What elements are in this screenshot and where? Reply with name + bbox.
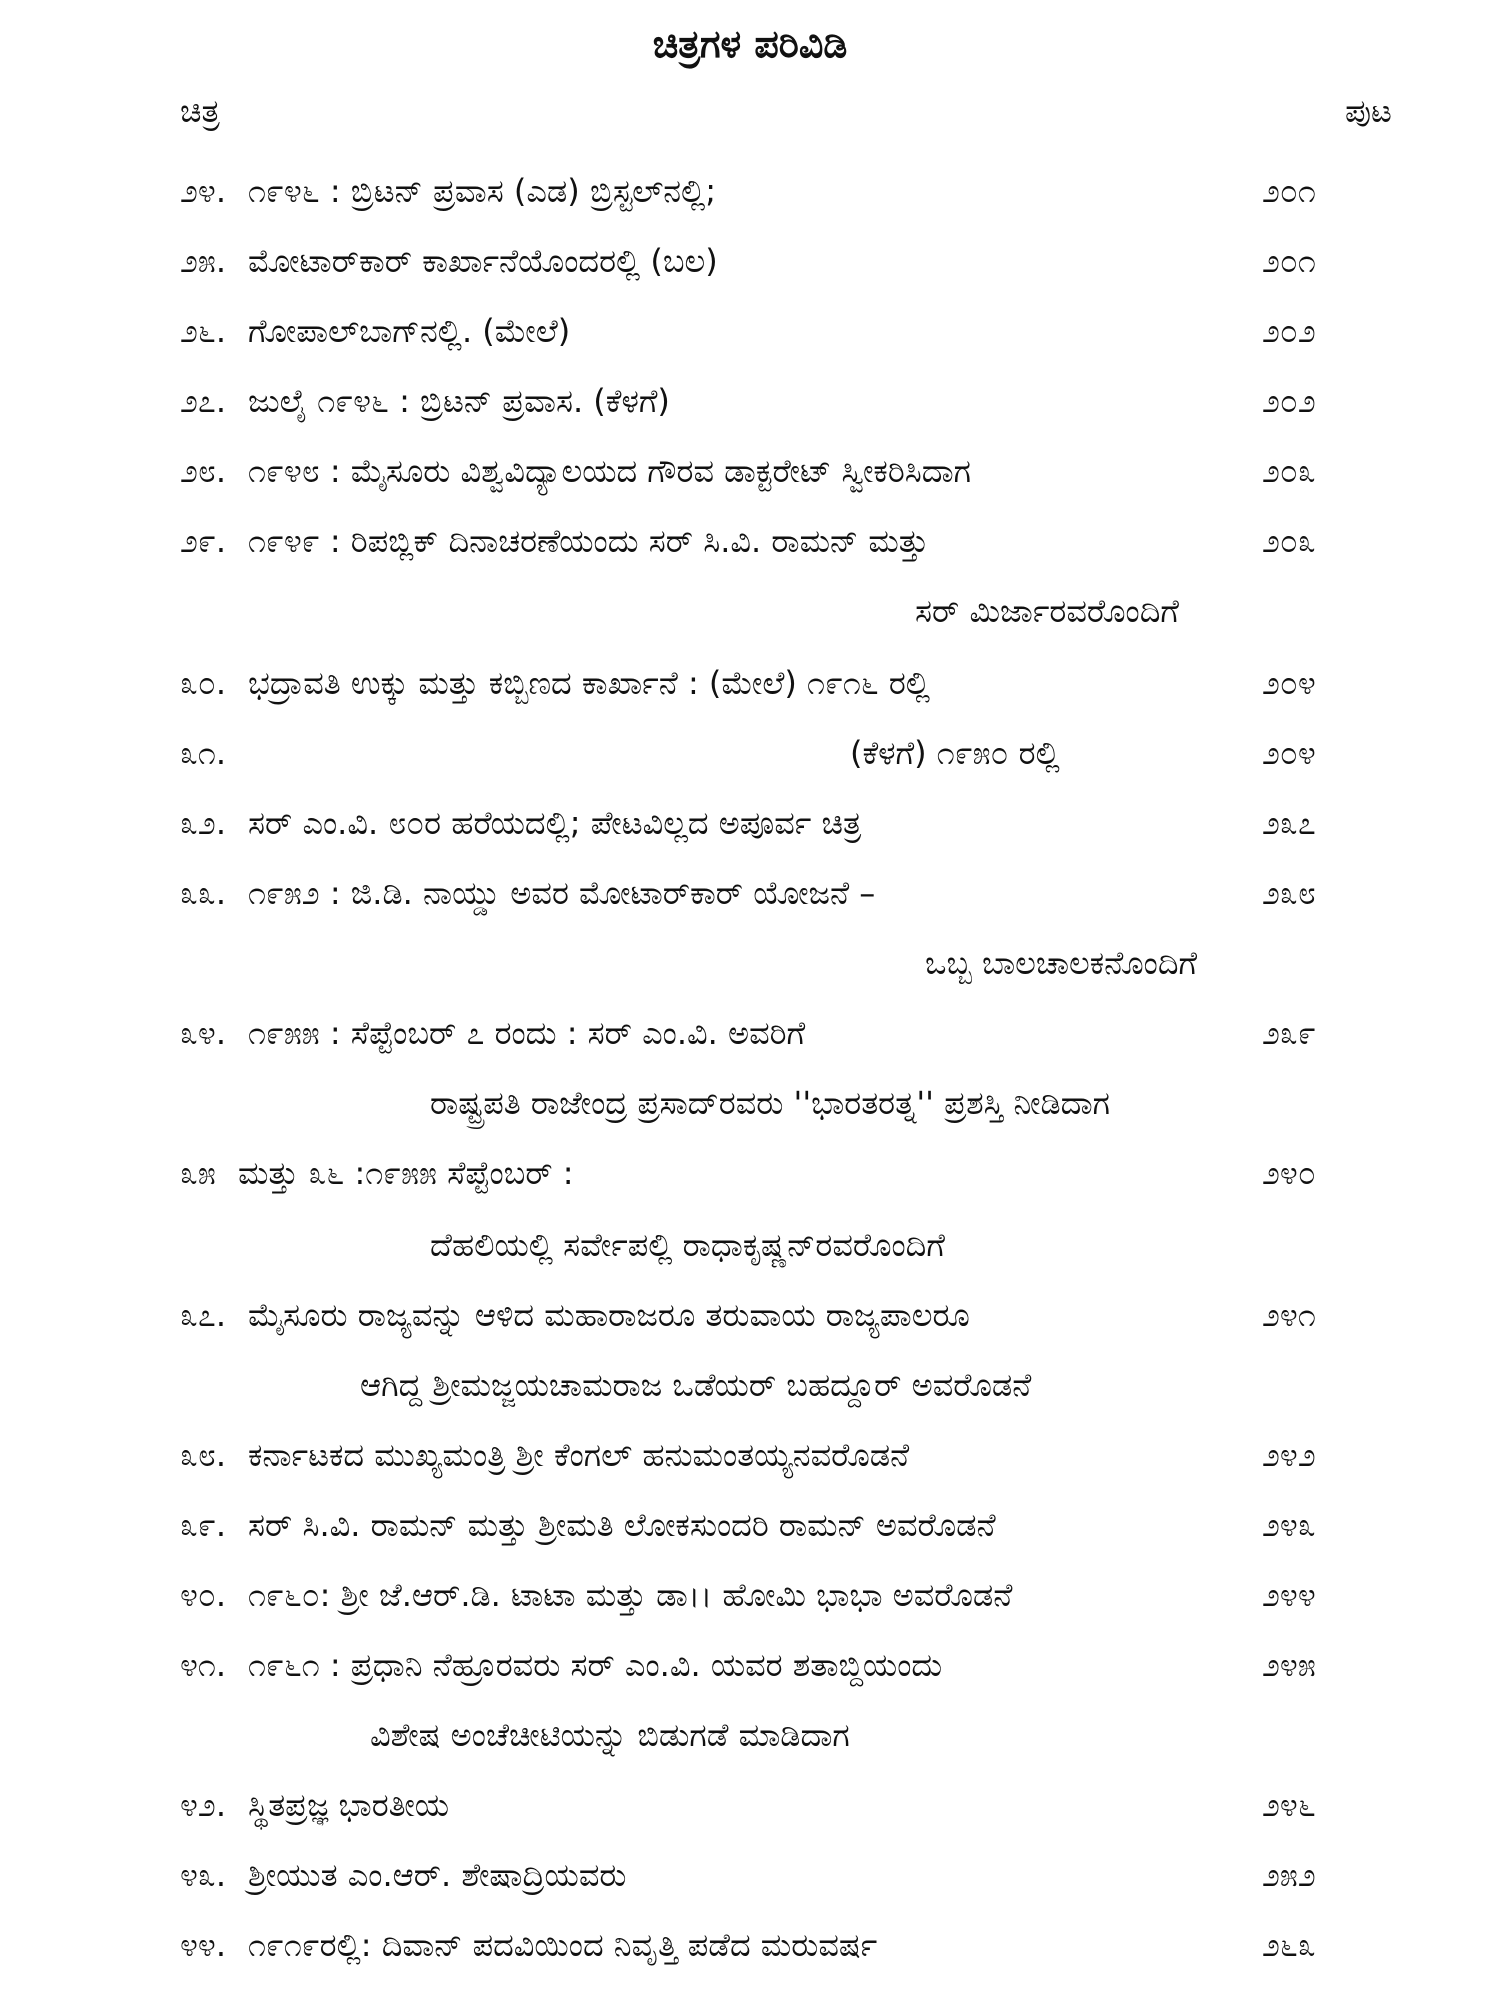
entry-number: ೩೭. [180,1296,227,1334]
entry-number: ೩೩. [180,874,227,912]
toc-entry [0,804,1500,860]
entry-number: ೪೧. [180,1646,227,1684]
entry-number: ೨೬. [180,312,227,350]
entry-caption: ೧೯೬೦: ಶ್ರೀ ಜೆ.ಆರ್.ಡಿ. ಟಾಟಾ ಮತ್ತು ಡಾ।। ಹೋಮಿ ಭಾಭಾ ಅವರೊಡನೆ [248,1576,1013,1614]
toc-entry [0,452,1500,508]
entry-number: ೪೪. [180,1926,227,1964]
entry-caption: ಸರ್ ಸಿ.ವಿ. ರಾಮನ್ ಮತ್ತು ಶ್ರೀಮತಿ ಲೋಕಸುಂದರಿ ರಾಮನ್ ಅವರೊಡನೆ [248,1506,996,1544]
toc-entry [0,172,1500,228]
toc-entry [0,1296,1500,1352]
column-header-figure: ಚಿತ್ರ [180,92,220,130]
entry-page: ೨೦೧ [1262,242,1316,280]
entry-caption-continuation: ಆಗಿದ್ದ ಶ್ರೀಮಜ್ಜಯಚಾಮರಾಜ ಒಡೆಯರ್ ಬಹದ್ದೂರ್ ಅವರೊಡನೆ [360,1366,1032,1404]
entry-caption: ೧೯೪೯ : ರಿಪಬ್ಲಿಕ್ ದಿನಾಚರಣೆಯಂದು ಸರ್ ಸಿ.ವಿ. ರಾಮನ್ ಮತ್ತು [248,522,929,560]
toc-entry [0,1576,1500,1632]
entry-caption: ಕರ್ನಾಟಕದ ಮುಖ್ಯಮಂತ್ರಿ ಶ್ರೀ ಕೆಂಗಲ್ ಹನುಮಂತಯ್ಯನವರೊಡನೆ [248,1436,910,1474]
entry-page: ೨೪೩ [1262,1506,1316,1544]
toc-entry [0,1646,1500,1702]
entry-caption: ಮತ್ತು ೩೬ :೧೯೫೫ ಸೆಪ್ಟೆಂಬರ್ : [238,1154,574,1192]
toc-entry [0,1926,1500,1982]
entry-number: ೨೮. [180,452,227,490]
toc-entry [0,1506,1500,1562]
entry-page: ೨೦೪ [1262,664,1316,702]
entry-page: ೨೪೪ [1262,1576,1316,1614]
entry-page: ೨೦೧ [1262,172,1316,210]
entry-page: ೨೪೧ [1262,1296,1316,1334]
entry-caption: ಮೈಸೂರು ರಾಜ್ಯವನ್ನು ಆಳಿದ ಮಹಾರಾಜರೂ ತರುವಾಯ ರಾಜ್ಯಪಾಲರೂ [248,1296,970,1334]
entry-number: ೩೫ [180,1154,216,1192]
entry-caption-continuation: ದೆಹಲಿಯಲ್ಲಿ ಸರ್ವೇಪಲ್ಲಿ ರಾಧಾಕೃಷ್ಣನ್‌ರವರೊಂದಿಗೆ [430,1226,945,1264]
entry-caption: ಮೋಟಾರ್‌ಕಾರ್ ಕಾರ್ಖಾನೆಯೊಂದರಲ್ಲಿ (ಬಲ) [248,242,718,280]
entry-caption-continuation: ಒಬ್ಬ ಬಾಲಚಾಲಕನೊಂದಿಗೆ [925,944,1198,982]
entry-caption-continuation: ರಾಷ್ಟ್ರಪತಿ ರಾಜೇಂದ್ರ ಪ್ರಸಾದ್‌ರವರು ''ಭಾರತರತ್ನ'' ಪ್ರಶಸ್ತಿ ನೀಡಿದಾಗ [430,1084,1110,1122]
entry-caption: ೧೯೪೮ : ಮೈಸೂರು ವಿಶ್ವವಿದ್ಯಾಲಯದ ಗೌರವ ಡಾಕ್ಟರೇಟ್ ಸ್ವೀಕರಿಸಿದಾಗ [248,452,971,490]
entry-page: ೨೪೦ [1262,1154,1316,1192]
entry-caption: ಜುಲೈ ೧೯೪೬ : ಬ್ರಿಟನ್ ಪ್ರವಾಸ. (ಕೆಳಗೆ) [248,382,670,420]
toc-entry [0,734,1500,790]
toc-entry [0,312,1500,368]
entry-page: ೨೩೮ [1262,874,1316,912]
entry-page: ೨೦೪ [1262,734,1316,772]
entry-number: ೪೩. [180,1856,227,1894]
entry-number: ೨೪. [180,172,227,210]
entry-caption-continuation: ಸರ್ ಮಿರ್ಜಾರವರೊಂದಿಗೆ [915,592,1179,630]
toc-entry [0,1786,1500,1842]
entry-caption: ೧೯೧೯ರಲ್ಲಿ: ದಿವಾನ್ ಪದವಿಯಿಂದ ನಿವೃತ್ತಿ ಪಡೆದ ಮರುವರ್ಷ [248,1926,878,1964]
entry-page: ೨೦೩ [1262,522,1316,560]
entry-number: ೩೧. [180,734,227,772]
toc-entry [0,664,1500,720]
entry-page: ೨೩೯ [1262,1014,1316,1052]
entry-caption: ಸ್ಥಿತಪ್ರಜ್ಞ ಭಾರತೀಯ [248,1786,450,1824]
entry-page: ೨೫೨ [1262,1856,1316,1894]
entry-caption: ಭದ್ರಾವತಿ ಉಕ್ಕು ಮತ್ತು ಕಬ್ಬಿಣದ ಕಾರ್ಖಾನೆ : (ಮೇಲೆ) ೧೯೧೬ ರಲ್ಲಿ [248,664,930,702]
toc-entry [0,1436,1500,1492]
entry-caption: ಶ್ರೀಯುತ ಎಂ.ಆರ್. ಶೇಷಾದ್ರಿಯವರು [248,1856,627,1894]
entry-page: ೨೦೨ [1262,382,1316,420]
entry-number: ೨೭. [180,382,227,420]
entry-caption: ಗೋಪಾಲ್‌ಬಾಗ್‌ನಲ್ಲಿ. (ಮೇಲೆ) [248,312,571,350]
entry-caption: ೧೯೫೫ : ಸೆಪ್ಟೆಂಬರ್ ೭ ರಂದು : ಸರ್ ಎಂ.ವಿ. ಅವರಿಗೆ [248,1014,806,1052]
entry-number: ೩೯. [180,1506,227,1544]
entry-number: ೨೯. [180,522,227,560]
entry-page: ೨೪೨ [1262,1436,1316,1474]
entry-caption: ೧೯೫೨ : ಜಿ.ಡಿ. ನಾಯ್ಡು ಅವರ ಮೋಟಾರ್‌ಕಾರ್ ಯೋಜನೆ – [248,874,876,912]
entry-caption: (ಕೆಳಗೆ) ೧೯೫೦ ರಲ್ಲಿ [850,734,1060,772]
entry-page: ೨೩೭ [1262,804,1316,842]
toc-entry [0,1154,1500,1210]
entry-page: ೨೪೫ [1262,1646,1316,1684]
entry-page: ೨೦೩ [1262,452,1316,490]
toc-entry [0,1014,1500,1070]
entry-number: ೩೨. [180,804,227,842]
column-header-page: ಪುಟ [1345,92,1392,130]
toc-entry [0,522,1500,578]
entry-caption-continuation: ವಿಶೇಷ ಅಂಚೆಚೀಟಿಯನ್ನು ಬಿಡುಗಡೆ ಮಾಡಿದಾಗ [370,1716,850,1754]
entry-number: ೩೮. [180,1436,227,1474]
toc-entry [0,242,1500,298]
entry-number: ೩೪. [180,1014,227,1052]
entry-caption: ೧೯೬೧ : ಪ್ರಧಾನಿ ನೆಹ್ರೂರವರು ಸರ್ ಎಂ.ವಿ. ಯವರ ಶತಾಬ್ದಿಯಂದು [248,1646,943,1684]
entry-number: ೩೦. [180,664,227,702]
entry-caption: ೧೯೪೬ : ಬ್ರಿಟನ್ ಪ್ರವಾಸ (ಎಡ) ಬ್ರಿಸ್ಟಲ್‌ನಲ್ಲಿ; [248,172,717,210]
toc-entry [0,382,1500,438]
toc-entry [0,1856,1500,1912]
entry-number: ೪೨. [180,1786,227,1824]
entry-page: ೨೦೨ [1262,312,1316,350]
page-title: ಚಿತ್ರಗಳ ಪರಿವಿಡಿ [652,22,848,66]
toc-entry [0,874,1500,930]
entry-number: ೨೫. [180,242,227,280]
entry-number: ೪೦. [180,1576,227,1614]
entry-caption: ಸರ್ ಎಂ.ವಿ. ೮೦ರ ಹರೆಯದಲ್ಲಿ; ಪೇಟವಿಲ್ಲದ ಅಪೂರ್ವ ಚಿತ್ರ [248,804,862,842]
entry-page: ೨೬೩ [1262,1926,1316,1964]
entry-page: ೨೪೬ [1262,1786,1316,1824]
